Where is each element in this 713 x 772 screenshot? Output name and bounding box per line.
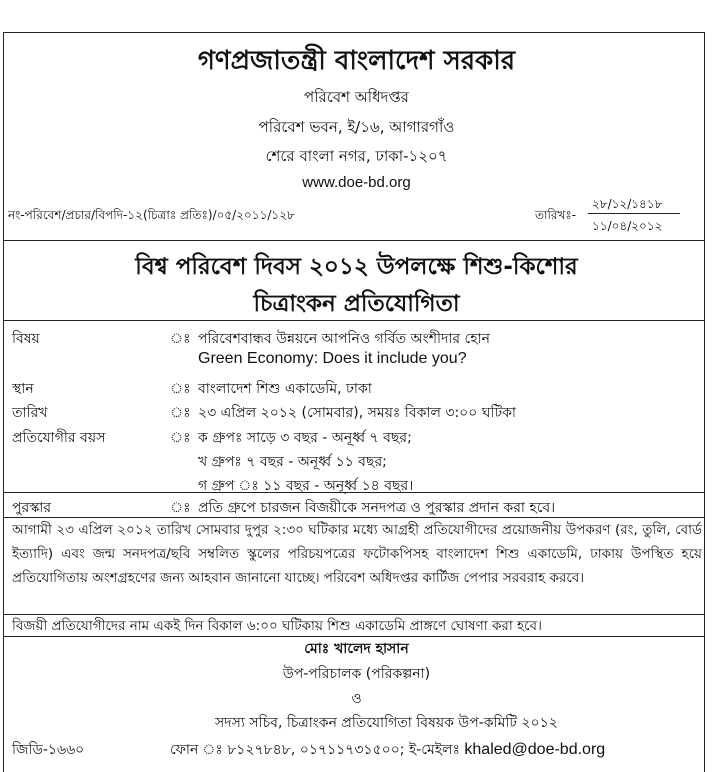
venue-value: বাংলাদেশ শিশু একাডেমি, ঢাকা: [198, 381, 372, 397]
venue-label: স্থান: [12, 381, 34, 397]
title-line-1: বিশ্ব পরিবেশ দিবস ২০১২ উপলক্ষে শিশু-কিশোর: [135, 254, 578, 280]
title-line-2: চিত্রাংকন প্রতিযোগিতা: [253, 291, 460, 317]
date-divider: [588, 213, 680, 214]
date-row-label: তারিখ: [12, 405, 48, 421]
contact-line: [170, 738, 605, 762]
website-link[interactable]: www.doe-bd.org: [302, 174, 411, 191]
title-divider: [3, 320, 705, 321]
date-bangla: ২৮/১২/১৪১৮: [592, 197, 663, 211]
date-row-value: ২৩ এপ্রিল ২০১২ (সোমবার), সময়ঃ বিকাল ৩:০০ ঘটিকা: [198, 405, 516, 421]
department-name: পরিবেশ অধিদপ্তর: [304, 88, 409, 106]
venue-colon: ঃ: [170, 381, 191, 397]
winners-note: বিজয়ী প্রতিযোগীদের নাম একই দিন বিকাল ৬:০০ ঘটিকায় শিশু একাডেমি প্রাঙ্গণে ঘোষণা করা হবে।: [12, 618, 542, 634]
signatory-role: সদস্য সচিব, চিত্রাংকন প্রতিযোগিতা বিষয়ক উপ-কমিটি ২০১২: [215, 715, 558, 731]
signatory-conjunction: ও: [351, 691, 362, 707]
subject-english: Green Economy: Does it include you?: [198, 350, 467, 367]
address-line-1: পরিবেশ ভবন, ই/১৬, আগারগাঁও: [258, 118, 455, 136]
header-divider: [3, 240, 705, 241]
gd-number: জিডি-১৬৬০: [12, 742, 85, 758]
age-colon: ঃ: [170, 430, 191, 446]
age-group-c: গ গ্রুপ ঃ ১১ বছর - অনূর্ধ্ব ১৪ বছর।: [198, 478, 414, 494]
signatory-designation: উপ-পরিচালক (পরিকল্পনা): [282, 666, 431, 682]
prize-value: প্রতি গ্রুপে চারজন বিজয়ীকে সনদপত্র ও পুরস্কার প্রদান করা হবে।: [198, 500, 556, 516]
age-label: প্রতিযোগীর বয়স: [12, 430, 106, 446]
subject-colon: ঃ: [170, 331, 191, 347]
government-name: গণপ্রজাতন্ত্রী বাংলাদেশ সরকার: [197, 46, 516, 76]
memo-number: নং-পরিবেশ/প্রচার/বিপদি-১২(চিত্রাঃ প্রতিঃ)/০৫/২০১১/১২৮: [8, 208, 295, 222]
subject-label: বিষয়: [12, 331, 40, 347]
age-group-b: খ গ্রুপঃ ৭ বছর - অনূর্ধ্ব ১১ বছর;: [198, 454, 387, 470]
date-label: তারিখঃ-: [535, 208, 577, 222]
subject-value: পরিবেশবান্ধব উন্নয়নে আপনিও গর্বিত অংশীদার হোন: [198, 331, 491, 347]
phone-text: ফোন ঃ ৮১২৭৮৪৮, ০১৭১১৭৩১৫০০; ই-মেইলঃ: [170, 742, 465, 758]
age-group-a: ক গ্রুপঃ সাড়ে ৩ বছর - অনূর্ধ্ব ৭ বছর;: [198, 430, 412, 446]
prize-label: পুরস্কার: [12, 500, 52, 516]
prize-colon: ঃ: [170, 500, 191, 516]
address-line-2: শেরে বাংলা নগর, ঢাকা-১২০৭: [265, 147, 448, 165]
email-link[interactable]: khaled@doe-bd.org: [464, 741, 606, 758]
age-divider: [3, 492, 705, 493]
signatory-name: মোঃ খালেদ হাসান: [304, 641, 409, 657]
body-paragraph: আগামী ২৩ এপ্রিল ২০১২ তারিখ সোমবার দুপুর ২:৩০ ঘটিকার মধ্যে আগ্রহী প্রতিযোগীদের প্রয়োজনীয় উপকরণ (রং, তুলি, বোর্ড ইত্যাদি) এবং জন্ম সনদপত্র/ছবি সম্বলিত স্কুলের পরিচয়পত্রের ফটোকপিসহ বাংলাদেশ শিশু একাডেমি, ঢাকায় উপস্থিত হয়ে প্রতিযোগিতায় অংশগ্রহণের জন্য আহবান জানানো যাচ্ছে। পরিবেশ অধিদপ্তর কার্টিজ পেপার সরবরাহ করবে।: [12, 522, 702, 586]
date-english: ১১/০৪/২০১২: [592, 219, 663, 233]
date-row-colon: ঃ: [170, 405, 191, 421]
